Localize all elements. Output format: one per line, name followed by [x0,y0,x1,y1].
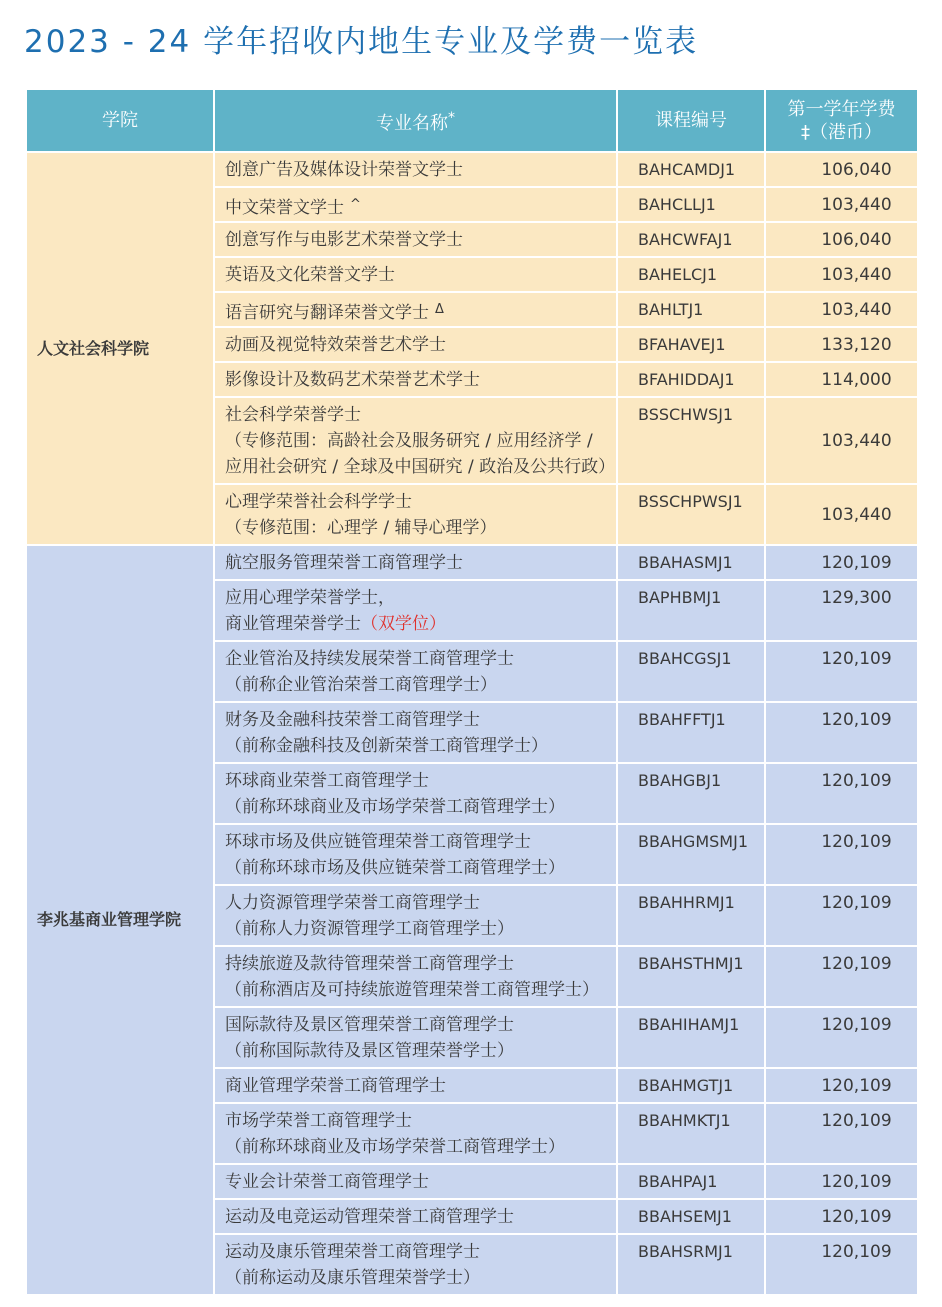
school-cell: 李兆基商业管理学院 [26,545,214,1295]
tuition-fee: 120,109 [765,1068,918,1103]
programme-name [225,402,612,428]
programme-name [225,297,612,326]
programme-code: BAHCWFAJ1 [617,222,765,257]
tuition-fee: 103,440 [765,292,918,327]
programme-name [225,489,612,515]
programme-code: BBAHGMSMJ1 [617,824,765,885]
programme-name [225,227,612,253]
programme-name-text: 人力资源管理学荣誉工商管理学士 [225,893,480,913]
programme-name-text: 中文荣誉文学士 [225,198,344,218]
programme-subtitle [225,515,612,541]
programme-name [225,550,612,576]
table-row [26,545,918,580]
programme-subtitle [225,855,612,881]
programme-code: BBAHFFTJ1 [617,702,765,763]
programme-cell [214,1234,617,1295]
programme-code: BAPHBMJ1 [617,580,765,641]
programme-name-text: 动画及视觉特效荣誉艺术学士 [225,335,446,355]
programme-cell [214,946,617,1007]
programme-name-text: 环球市场及供应链管理荣誉工商管理学士 [225,832,531,852]
tuition-fee: 120,109 [765,641,918,702]
programme-name-text: 心理学荣誉社会科学学士 [225,492,412,512]
programme-name-text: 运动及康乐管理荣誉工商管理学士 [225,1242,480,1262]
programme-name-text: 影像设计及数码艺术荣誉艺术学士 [225,370,480,390]
programme-name [225,585,612,611]
programme-name-text: 社会科学荣誉学士 [225,405,361,425]
programme-name [225,707,612,733]
programme-subtitle-text: （专修范围：高龄社会及服务研究 / 应用经济学 / [225,431,593,451]
programme-cell [214,1007,617,1068]
programme-subtitle-text: （专修范围：心理学 / 辅导心理学） [225,518,497,538]
tuition-fee: 103,440 [765,484,918,545]
programme-name [225,367,612,393]
tuition-fee: 120,109 [765,946,918,1007]
programme-code: BSSCHWSJ1 [617,397,765,484]
programme-name-text: 国际款待及景区管理荣誉工商管理学士 [225,1015,514,1035]
programme-cell [214,1199,617,1234]
programme-cell [214,1164,617,1199]
programme-code: BFAHAVEJ1 [617,327,765,362]
tuition-fee: 120,109 [765,1234,918,1295]
programme-note-mark: Δ [435,302,444,317]
tuition-fee: 103,440 [765,397,918,484]
programme-subtitle-text: （前称环球商业及市场学荣誉工商管理学士） [225,1137,565,1157]
tuition-fee: 106,040 [765,152,918,187]
header-school: 学院 [26,89,214,152]
programme-name-text: 航空服务管理荣誉工商管理学士 [225,553,463,573]
programme-name [225,768,612,794]
programme-note-mark: ^ [350,197,361,212]
programme-cell [214,484,617,545]
programme-name [225,829,612,855]
programme-subtitle [225,611,612,637]
programme-name [225,1073,612,1099]
tuition-fee: 103,440 [765,187,918,222]
programme-subtitle-text: （前称酒店及可持续旅遊管理荣誉工商管理学士） [225,980,599,1000]
tuition-fee: 133,120 [765,327,918,362]
tuition-fee: 120,109 [765,545,918,580]
programme-subtitle-text: （前称企业管治荣誉工商管理学士） [225,675,497,695]
header-programme [214,89,617,152]
table-body [26,152,918,1295]
programme-code: BSSCHPWSJ1 [617,484,765,545]
programme-name-text: 持续旅遊及款待管理荣誉工商管理学士 [225,954,514,974]
tuition-fee: 120,109 [765,1103,918,1164]
header-programme-mark: * [448,109,455,126]
programme-cell [214,702,617,763]
tuition-fee: 120,109 [765,1164,918,1199]
programme-name [225,1204,612,1230]
programme-cell [214,763,617,824]
programme-name-text: 英语及文化荣誉文学士 [225,265,395,285]
programme-cell [214,152,617,187]
programme-code: BAHLTJ1 [617,292,765,327]
programme-subtitle-2: 应用社会研究 / 全球及中国研究 / 政治及公共行政） [225,457,616,477]
programme-cell [214,545,617,580]
programme-name [225,1239,612,1265]
programme-cell [214,187,617,222]
programme-code: BBAHCGSJ1 [617,641,765,702]
tuition-fee: 120,109 [765,824,918,885]
programme-name [225,157,612,183]
tuition-fee: 129,300 [765,580,918,641]
programme-code: BBAHASMJ1 [617,545,765,580]
programme-code: BBAHSEMJ1 [617,1199,765,1234]
programme-name-text: 运动及电竞运动管理荣誉工商管理学士 [225,1207,514,1227]
programme-name-text: 环球商业荣誉工商管理学士 [225,771,429,791]
tuition-fee: 120,109 [765,763,918,824]
programme-cell [214,257,617,292]
programme-code: BBAHMKTJ1 [617,1103,765,1164]
programme-subtitle [225,1265,612,1291]
programme-name-text: 创意写作与电影艺术荣誉文学士 [225,230,463,250]
programme-name [225,192,612,221]
programme-subtitle [225,977,612,1003]
header-code: 课程编号 [617,89,765,152]
programme-name-text: 商业管理学荣誉工商管理学士 [225,1076,446,1096]
programme-cell [214,362,617,397]
programme-subtitle-text: （前称国际款待及景区管理荣誉学士） [225,1041,514,1061]
programme-name [225,646,612,672]
programme-name [225,1169,612,1195]
programme-name-text: 市场学荣誉工商管理学士 [225,1111,412,1131]
programme-subtitle [225,1038,612,1064]
tuition-fee: 106,040 [765,222,918,257]
programme-subtitle [225,916,612,942]
programme-subtitle-text: （前称环球商业及市场学荣誉工商管理学士） [225,797,565,817]
programme-subtitle [225,672,612,698]
programme-name [225,1012,612,1038]
programme-code: BBAHIHAMJ1 [617,1007,765,1068]
tuition-fee: 120,109 [765,702,918,763]
tuition-fee: 120,109 [765,1007,918,1068]
programme-name [225,890,612,916]
table-header-row [26,89,918,152]
programme-cell [214,824,617,885]
programme-subtitle [225,428,612,454]
header-fee-line1: 第一学年学费 [787,98,896,120]
programme-cell [214,292,617,327]
tuition-fee: 103,440 [765,257,918,292]
programme-code: BAHCAMDJ1 [617,152,765,187]
table-row [26,152,918,187]
programme-subtitle-text: （前称环球市场及供应链荣誉工商管理学士） [225,858,565,878]
programme-cell [214,327,617,362]
programme-name-text: 语言研究与翻译荣誉文学士 [225,303,429,323]
tuition-fee: 120,109 [765,1199,918,1234]
programme-cell [214,222,617,257]
programme-code: BBAHMGTJ1 [617,1068,765,1103]
programme-name-text: 专业会计荣誉工商管理学士 [225,1172,429,1192]
programme-code: BFAHIDDAJ1 [617,362,765,397]
programme-code: BBAHSRMJ1 [617,1234,765,1295]
programme-code: BBAHGBJ1 [617,763,765,824]
programme-code: BBAHHRMJ1 [617,885,765,946]
school-cell: 人文社会科学院 [26,152,214,545]
programme-cell [214,641,617,702]
programme-code: BBAHPAJ1 [617,1164,765,1199]
page-title: 2023 - 24 学年招收内地生专业及学费一览表 [24,24,699,60]
programme-code: BAHCLLJ1 [617,187,765,222]
programme-name-text: 应用心理学荣誉学士， [225,588,395,608]
tuition-fee: 114,000 [765,362,918,397]
programme-subtitle-text: （前称人力资源管理学工商管理学士） [225,919,514,939]
programme-name [225,951,612,977]
header-fee [765,89,918,152]
programme-name [225,1108,612,1134]
programme-cell [214,885,617,946]
header-programme-label: 专业名称 [376,112,448,134]
header-fee-line2: ‡（港币） [801,121,882,143]
programme-subtitle-text: （前称运动及康乐管理荣誉学士） [225,1268,480,1288]
programme-subtitle [225,733,612,759]
programme-name [225,262,612,288]
programme-name [225,332,612,358]
programme-subtitle-text: （前称金融科技及创新荣誉工商管理学士） [225,736,548,756]
double-degree-label: （双学位） [361,614,446,634]
programme-name-text: 企业管治及持续发展荣誉工商管理学士 [225,649,514,669]
programme-name-text: 财务及金融科技荣誉工商管理学士 [225,710,480,730]
programme-cell [214,1068,617,1103]
programme-fee-table [25,88,919,1296]
tuition-fee: 120,109 [765,885,918,946]
programme-subtitle-text: 商业管理荣誉学士 [225,614,361,634]
programme-name-text: 创意广告及媒体设计荣誉文学士 [225,160,463,180]
programme-subtitle [225,1134,612,1160]
programme-cell [214,397,617,484]
programme-cell [214,580,617,641]
programme-code: BBAHSTHMJ1 [617,946,765,1007]
programme-cell [214,1103,617,1164]
programme-subtitle [225,794,612,820]
programme-code: BAHELCJ1 [617,257,765,292]
